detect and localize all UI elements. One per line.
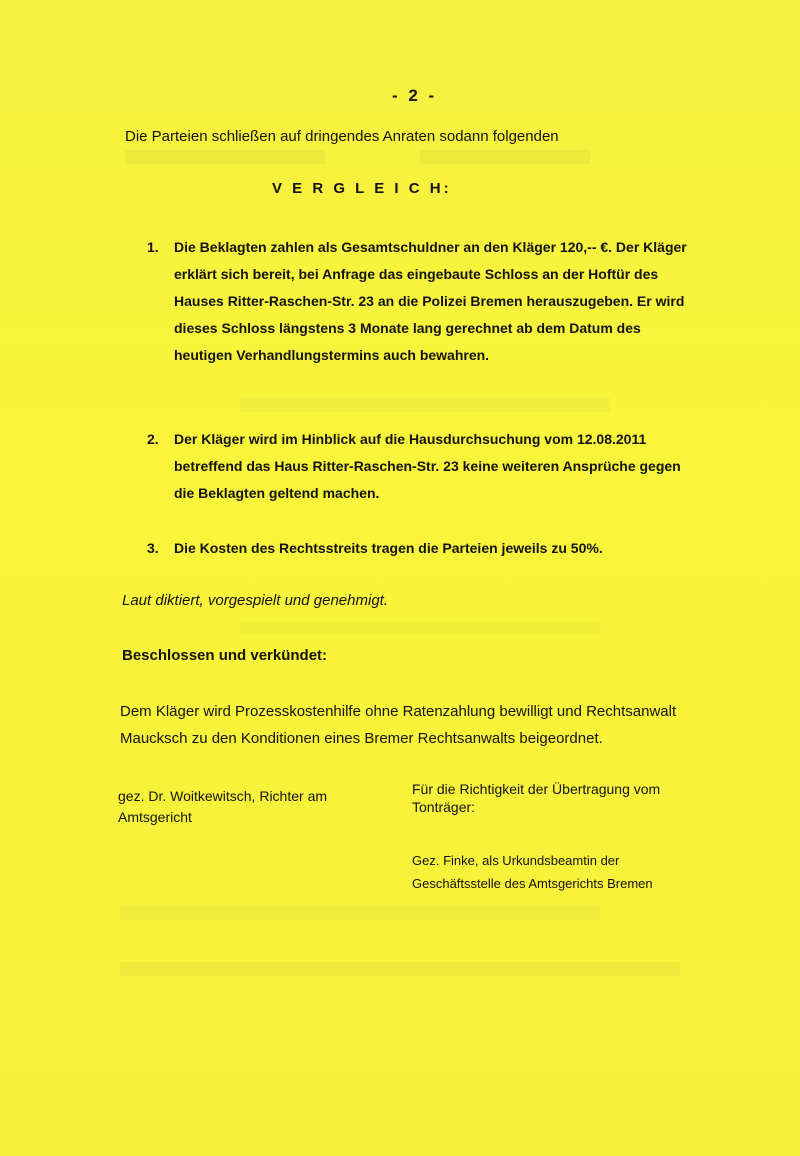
decision-heading: Beschlossen und verkündet: [122, 647, 328, 664]
list-item [147, 234, 692, 369]
item-number: 2. [147, 431, 159, 447]
item-text: Die Beklagten zahlen als Gesamtschuldner an den Kläger 120,-- €. Der Kläger erklärt sich bereit, bei Anfrage das eingebaute Schloss an der Hoftür des Hauses Ritter-Raschen-Str. 23 an die Polizei Bremen herauszugeben. Er wird dieses Schloss längstens 3 Monate lang gerechnet ab dem Datum des heutigen Verhandlungstermins auch bewahren. [174, 239, 687, 363]
list-item [147, 535, 667, 562]
show-through-mark [240, 398, 610, 412]
item-number: 3. [147, 540, 159, 556]
dictation-note: Laut diktiert, vorgespielt und genehmigt. [122, 592, 388, 609]
clerk-signature-line: Geschäftsstelle des Amtsgerichts Bremen [412, 876, 653, 891]
show-through-mark [120, 962, 680, 976]
show-through-mark [125, 150, 325, 164]
show-through-mark [120, 906, 600, 920]
page-number: - 2 - [392, 86, 438, 105]
item-text: Die Kosten des Rechtsstreits tragen die Parteien jeweils zu 50%. [174, 540, 603, 556]
decision-text: Dem Kläger wird Prozesskostenhilfe ohne Ratenzahlung bewilligt und Rechtsanwalt Maucksch zu den Konditionen eines Bremer Rechtsanwalts beigeordnet. [120, 703, 677, 747]
item-text: Der Kläger wird im Hinblick auf die Hausdurchsuchung vom 12.08.2011 betreffend das Haus Ritter-Raschen-Str. 23 keine weiteren Ansprüche gegen die Beklagten geltend machen. [174, 431, 681, 501]
show-through-mark [420, 150, 590, 164]
item-number: 1. [147, 239, 159, 255]
intro-text: Die Parteien schließen auf dringendes Anraten sodann folgenden [125, 128, 559, 145]
judge-signature: gez. Dr. Woitkewitsch, Richter am Amtsgericht [118, 788, 328, 825]
clerk-signature-line: Gez. Finke, als Urkundsbeamtin der [412, 853, 620, 868]
clerk-signature [412, 849, 712, 895]
list-item [147, 426, 692, 507]
show-through-mark [240, 622, 600, 634]
certification-note: Für die Richtigkeit der Übertragung vom Tonträger: [412, 781, 661, 815]
section-heading: V E R G L E I C H: [272, 180, 452, 197]
